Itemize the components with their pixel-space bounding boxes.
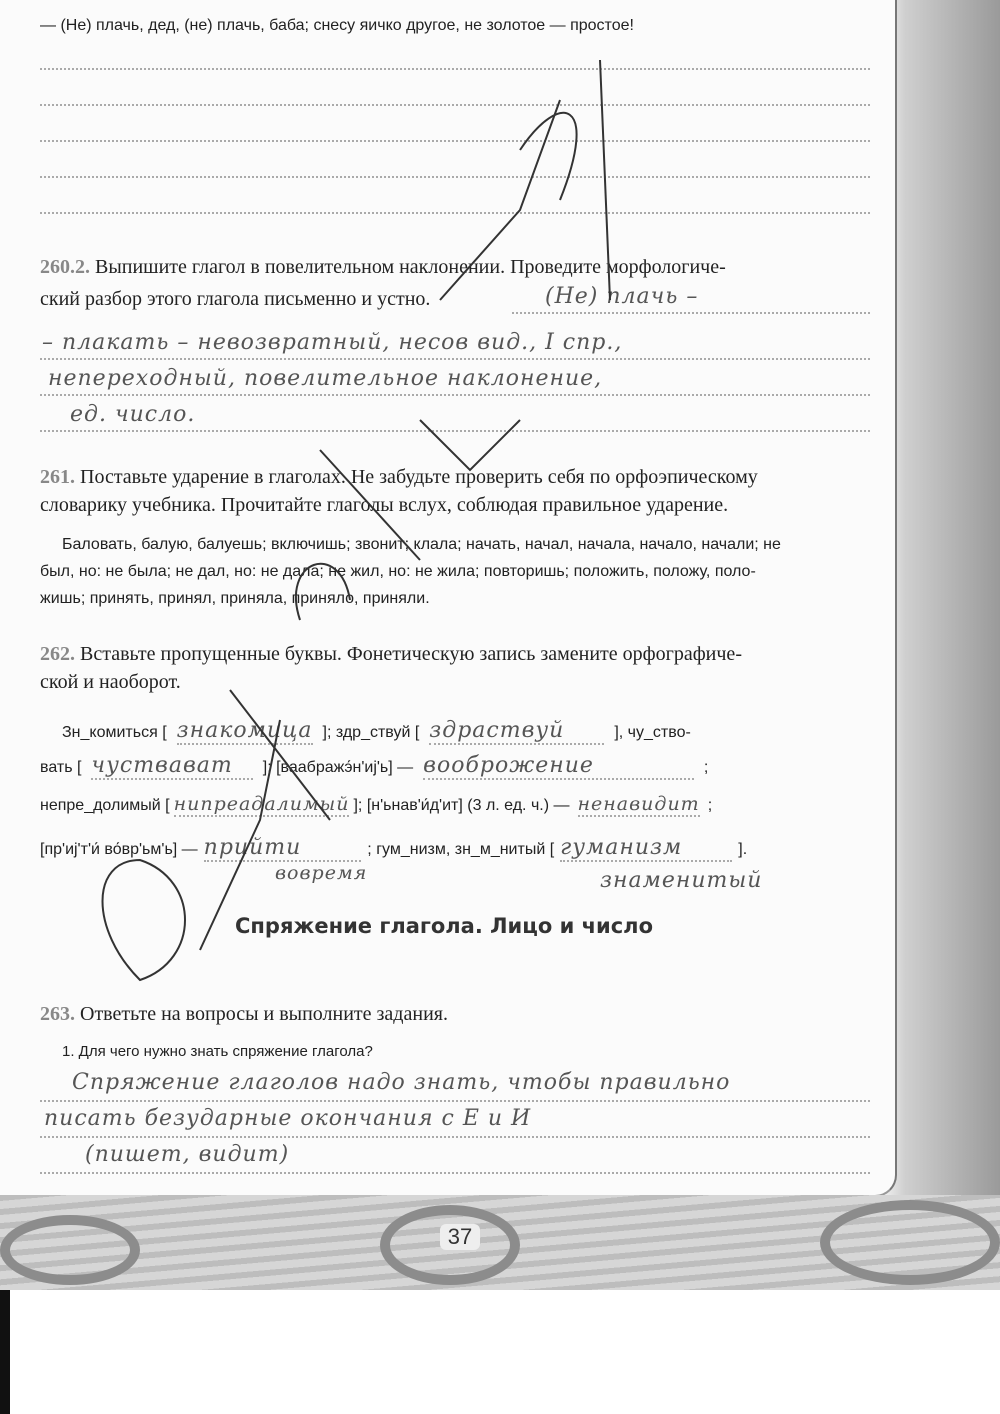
answer-line [40, 1136, 870, 1138]
answer-line [40, 394, 870, 396]
exercise-263-line: 263. Ответьте на вопросы и выполните задания. [40, 1003, 448, 1025]
proverb-line: — (Не) плачь, дед, (не) плачь, баба; снесу яичко другое, не золотое — простое! [40, 17, 634, 34]
decorative-ring [0, 1215, 140, 1285]
verbs-line: Баловать, балую, балуешь; включишь; звонит; клала; начать, начал, начала, начало, начали; не [62, 536, 781, 553]
exercise-260-2-line2: ский разбор этого глагола письменно и устно. [40, 288, 431, 310]
decorative-footer-band [0, 1195, 1000, 1290]
answer-line [40, 430, 870, 432]
answer-line [40, 212, 870, 214]
answer-line [40, 358, 870, 360]
answer-line [40, 1172, 870, 1174]
exercise-261-line1: 261. Поставьте ударение в глаголах. Не забудьте проверить себя по орфоэпическому [40, 466, 758, 488]
exercise-262-line1: 262. Вставьте пропущенные буквы. Фонетическую запись замените орфографиче- [40, 643, 742, 665]
answer-line [40, 68, 870, 70]
answer-line [40, 140, 870, 142]
scan-edge [0, 1290, 10, 1414]
decorative-ring [820, 1200, 1000, 1285]
verbs-line: был, но: не была; не дал, но: не дала; не жил, но: не жила; повторишь; положить, положу, поло- [40, 563, 756, 580]
answer-line [512, 312, 870, 314]
answer-line [40, 1100, 870, 1102]
handwritten-note: вовремя [275, 862, 368, 884]
handwritten-note: знаменитый [600, 868, 763, 893]
question-1: 1. Для чего нужно знать спряжение глагола? [62, 1043, 373, 1060]
handwritten-answer: (пишет, видит) [85, 1142, 290, 1167]
page-number: 37 [440, 1224, 480, 1250]
answer-line [40, 176, 870, 178]
exercise-262-row: непре_долимый [ нипреадалимый ]; [н'ьнав'и́д'ит] (3 л. ед. ч.) — ненавидит ; [40, 793, 713, 815]
exercise-260-2-line1: 260.2. Выпишите глагол в повелительном наклонении. Проведите морфологиче- [40, 256, 726, 278]
exercise-262-row: Зн_комиться [ знакомица ]; здр_ствуй [ здраствуй ], чу_ство- [62, 718, 691, 743]
handwritten-answer: непереходный, повелительное наклонение, [48, 366, 603, 391]
exercise-262-line2: ской и наоборот. [40, 671, 181, 693]
handwritten-answer: – плакать – невозвратный, несов вид., I спр., [42, 330, 623, 355]
verbs-line: жишь; принять, принял, приняла, приняло, приняли. [40, 590, 430, 607]
handwritten-answer: писать безударные окончания с Е и И [44, 1106, 532, 1131]
answer-line [40, 104, 870, 106]
handwritten-answer: (Не) плачь – [545, 284, 699, 309]
handwritten-answer: Спряжение глаголов надо знать, чтобы правильно [72, 1070, 731, 1095]
exercise-261-line2: словарику учебника. Прочитайте глаголы вслух, соблюдая правильное ударение. [40, 494, 729, 516]
exercise-262-row: вать [ чуствават ]; [ваабражэ́н'иj'ь] — вооброжение ; [40, 753, 709, 778]
exercise-262-row: [пр'иj'т'и́ во́вр'ьм'ь] — прийти ; гум_низм, зн_м_нитый [ гуманизм ]. [40, 835, 748, 860]
section-title: Спряжение глагола. Лицо и число [235, 914, 653, 938]
handwritten-answer: ед. число. [70, 402, 196, 427]
